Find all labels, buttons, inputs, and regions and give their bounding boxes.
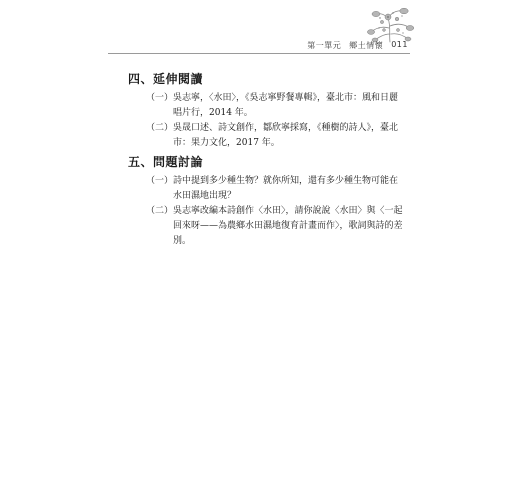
item-marker: （一） <box>146 176 174 186</box>
header-divider <box>108 53 410 54</box>
item-marker: （一） <box>146 93 174 103</box>
item-marker: （二） <box>146 206 174 216</box>
item-text: 吳志寧改編本詩創作〈水田〉，請你說說〈水田〉與〈一起回來呀——為農鄉水田濕地復育計畫而作〉，歌詞與詩的差別。 <box>173 206 403 246</box>
chapter-title: 鄉土情懷 <box>349 41 384 50</box>
discussion-item <box>146 174 406 204</box>
running-header <box>307 40 408 51</box>
section-title-discussion: 五、問題討論 <box>128 155 204 169</box>
item-text: 詩中提到多少種生物？就你所知，還有多少種生物可能在水田濕地出現？ <box>173 176 399 201</box>
section-title-extended-reading: 四、延伸閱讀 <box>128 72 204 86</box>
chapter-label: 第一單元 <box>307 41 342 50</box>
item-text: 吳志寧，〈水田〉，《吳志寧野餐專輯》，臺北市：風和日麗唱片行，2014 年。 <box>173 93 399 118</box>
item-text: 吳晟口述、詩文創作，鄒欣寧採寫，《種樹的詩人》，臺北市：果力文化，2017 年。 <box>173 123 399 148</box>
reading-item <box>146 91 406 121</box>
page-number: 011 <box>391 40 408 49</box>
reading-item <box>146 121 406 151</box>
discussion-item <box>146 204 406 249</box>
floral-ornament-icon <box>362 4 418 44</box>
item-marker: （二） <box>146 123 174 133</box>
